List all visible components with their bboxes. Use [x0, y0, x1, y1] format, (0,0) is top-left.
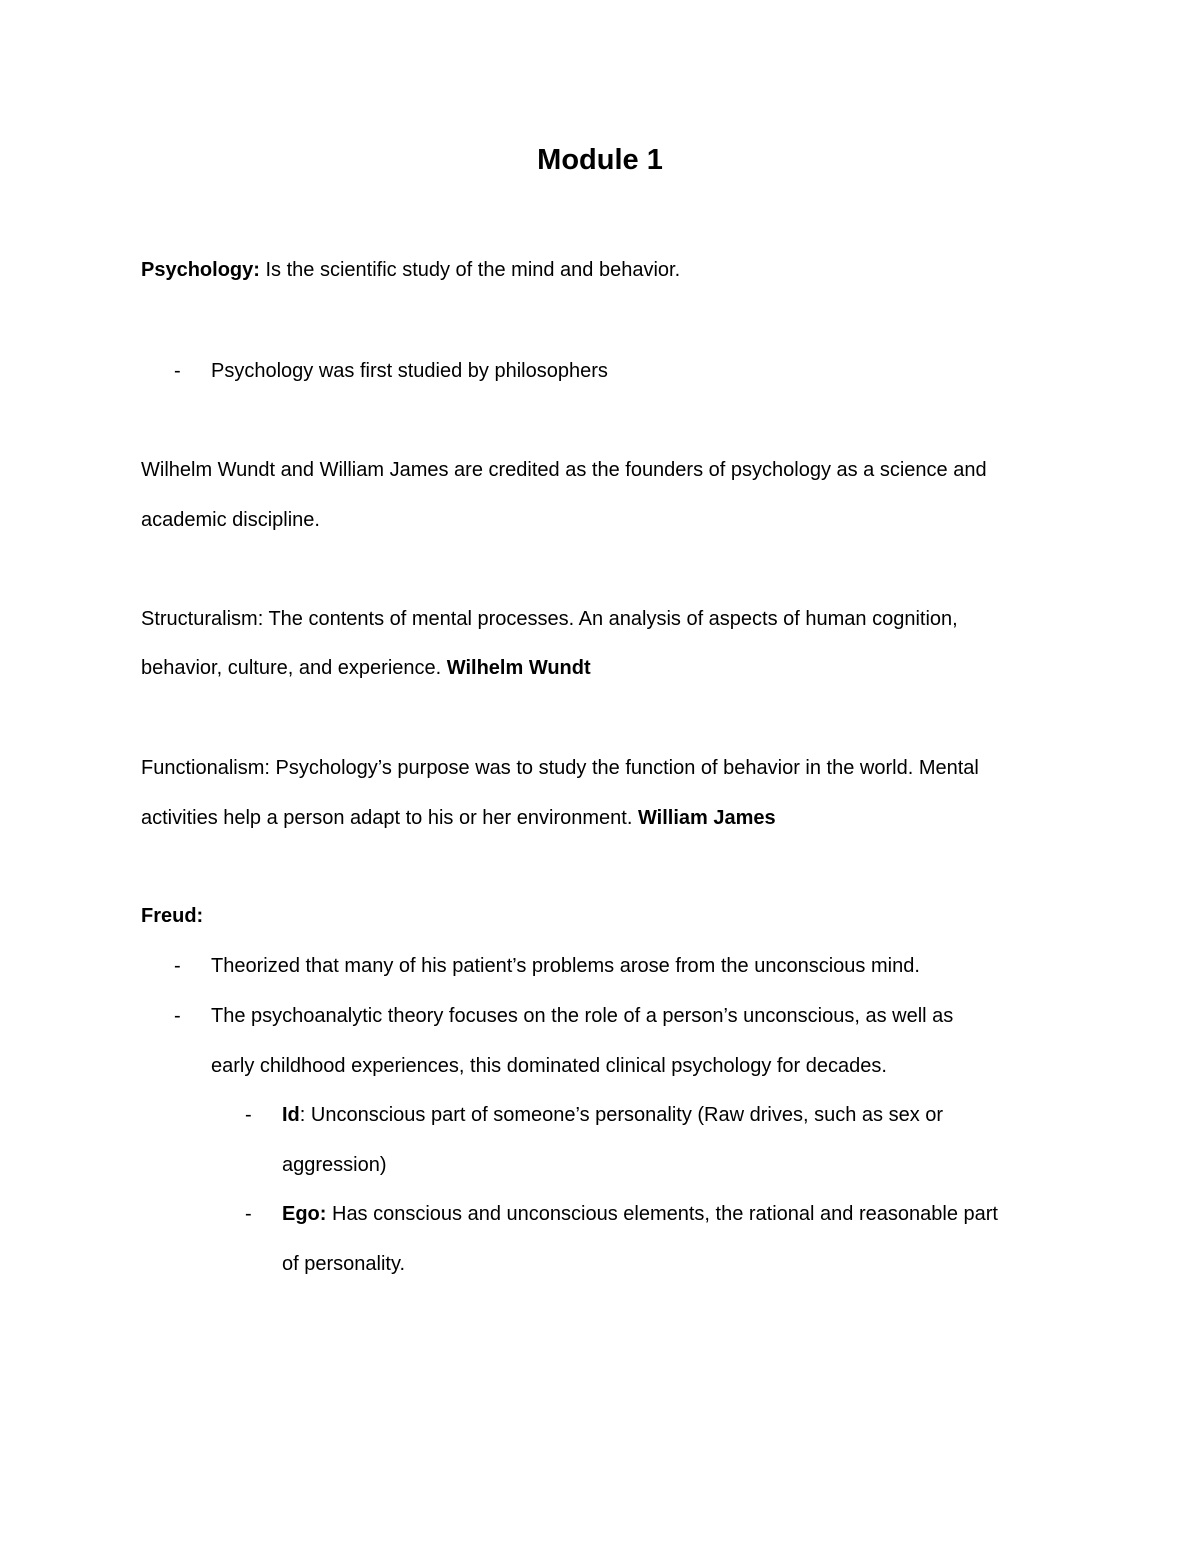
bullet-philosophers: Psychology was first studied by philosophers [211, 360, 608, 382]
structuralism-line-1: Structuralism: The contents of mental processes. An analysis of aspects of human cognition, [141, 608, 958, 630]
id-line-1 [282, 1101, 943, 1129]
page-title: Module 1 [537, 144, 663, 176]
ego-line-2: of personality. [282, 1253, 406, 1275]
ego-bullet-dash: - [245, 1203, 252, 1225]
psychology-definition [141, 256, 680, 284]
ego-line-1 [282, 1200, 998, 1228]
id-term: Id [282, 1104, 300, 1126]
psychology-term: Psychology: [141, 259, 260, 281]
freud-heading: Freud: [141, 905, 204, 927]
psychology-definition-text: Is the scientific study of the mind and behavior. [259, 259, 681, 281]
functionalism-line-2 [141, 804, 776, 832]
id-line-2: aggression) [282, 1154, 387, 1176]
functionalism-line-2-text: activities help a person adapt to his or her environment. [141, 807, 638, 829]
structuralism-line-2-text: behavior, culture, and experience. [141, 657, 447, 679]
ego-term: Ego: [282, 1203, 327, 1225]
freud-bullet-dash: - [174, 955, 181, 977]
founders-line-1: Wilhelm Wundt and William James are credited as the founders of psychology as a science and [141, 459, 987, 481]
functionalism-line-1: Functionalism: Psychology’s purpose was to study the function of behavior in the world. Mental [141, 757, 979, 779]
freud-bullet-2-line-1: The psychoanalytic theory focuses on the role of a person’s unconscious, as well as [211, 1005, 954, 1027]
freud-bullet-1: Theorized that many of his patient’s problems arose from the unconscious mind. [211, 955, 920, 977]
founders-line-2: academic discipline. [141, 509, 320, 531]
ego-definition: Has conscious and unconscious elements, the rational and reasonable part [326, 1203, 998, 1225]
structuralism-person: Wilhelm Wundt [446, 657, 591, 679]
functionalism-person: William James [637, 807, 776, 829]
id-bullet-dash: - [245, 1104, 252, 1126]
structuralism-line-2 [141, 654, 591, 682]
freud-bullet-dash: - [174, 1005, 181, 1027]
bullet-dash: - [174, 360, 181, 382]
id-definition: : Unconscious part of someone’s personality (Raw drives, such as sex or [299, 1104, 944, 1126]
freud-bullet-2-line-2: early childhood experiences, this dominated clinical psychology for decades. [211, 1055, 887, 1077]
